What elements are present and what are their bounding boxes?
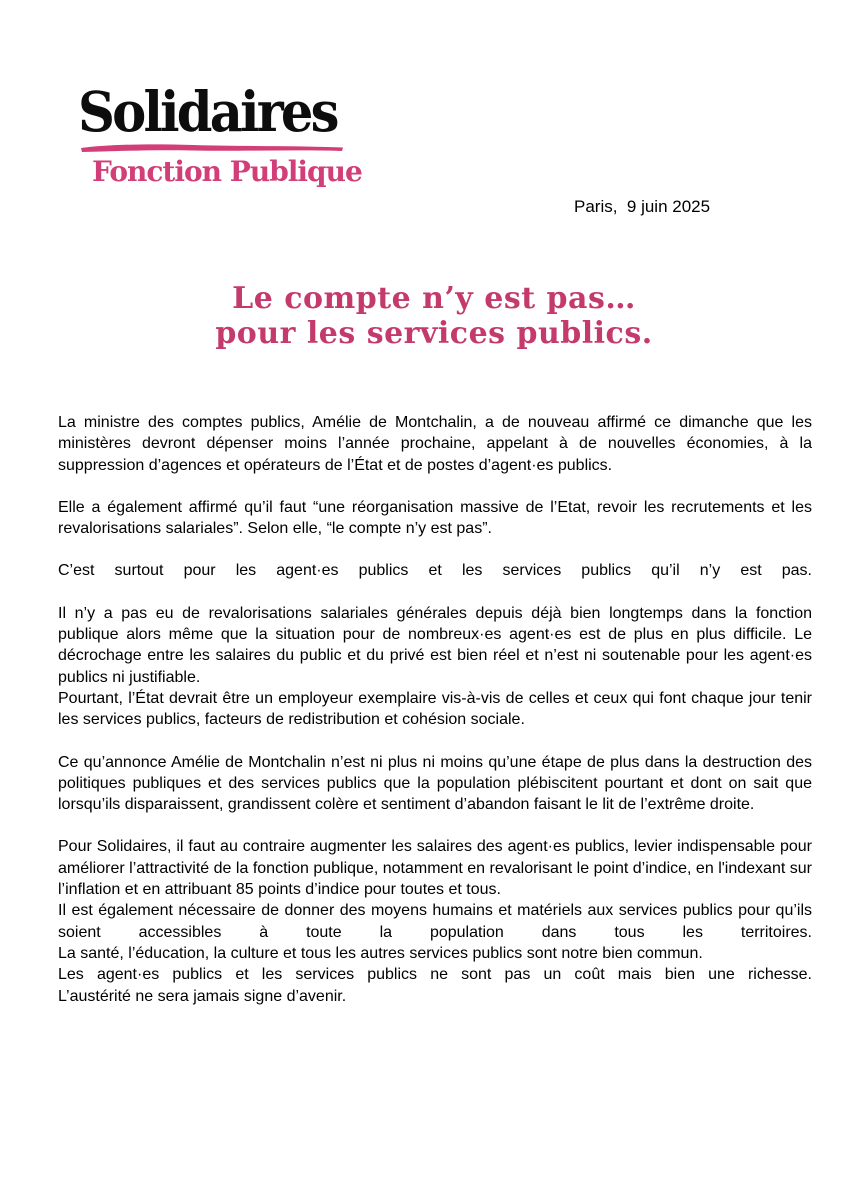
text-segment: La ministre des comptes publics, Amélie de Montchalin, a de nouveau affirmé ce dimanche que les ministères devront dépenser moins l’année prochaine, appelant à de nouvelles économies, à la suppression d’agences et opérateurs de l’État et de postes d’agent·es publics. xyxy=(58,414,812,474)
paragraph xyxy=(58,836,812,1006)
dateline: Paris, 9 juin 2025 xyxy=(574,197,711,216)
text-segment: Elle a également affirmé qu’il faut “une réorganisation massive de l’Etat, revoir les recrutements et les revalorisations salariales”. Selon elle, “le compte n’y est pas”. xyxy=(58,498,812,538)
text-segment: La santé, l’éducation, la culture et tous les autres services publics sont notre bien commun. xyxy=(58,944,703,962)
text-segment: Pourtant, l’État devrait être un employeur exemplaire vis-à-vis de celles et ceux qui font chaque jour tenir les services publics, facteurs de redistribution et cohésion sociale. xyxy=(58,689,812,729)
text-segment: Il n’y a pas eu de revalorisations salariales générales depuis déjà bien longtemps dans la fonction publique alors même que la situation pour de nombreux·es agent·es est de plus en plus difficile. Le décrochage entre les salaires du public et du privé est bien réel et n’est ni soutenable pour les agent·es publics ni justifiable. xyxy=(58,604,812,686)
solidaires-logo xyxy=(78,79,378,188)
text-segment: Pour Solidaires, il faut au contraire augmenter les salaires des agent·es publics, levier indispensable pour améliorer l’attractivité de la fonction publique, notamment en revalorisant le point d’indice, en l'indexant sur l’inflation et en attribuant 85 points d’indice pour toutes et tous. xyxy=(58,838,812,899)
text-segment: L’austérité ne sera jamais signe d’avenir. xyxy=(58,987,347,1005)
paragraph xyxy=(58,603,812,731)
document-title xyxy=(0,281,868,351)
paragraph xyxy=(58,752,812,816)
paragraph xyxy=(58,497,812,540)
text-segment: Ce qu’annonce Amélie de Montchalin n’est ni plus ni moins qu’une étape de plus dans la destruction des politiques publiques et des services publics que la population plébiscitent pourtant et dont on sait que lorsqu’ils disparaissent, grandissent colère et sentiment d’abandon faisant le lit de l’extrême droite. xyxy=(58,753,812,814)
text-segment: C’est surtout pour les agent·es publics et les services publics qu’il n’y est pas. xyxy=(58,562,812,580)
logo-subtitle: Fonction Publique xyxy=(92,155,362,188)
text-segment: Les agent·es publics et les services publics ne sont pas un coût mais bien une richesse. xyxy=(58,966,812,984)
paragraph xyxy=(58,560,812,581)
title-line-2: pour les services publics. xyxy=(215,316,653,351)
title-line-1: Le compte n’y est pas… xyxy=(232,281,636,316)
paragraph xyxy=(58,412,812,476)
text-segment: Il est également nécessaire de donner des moyens humains et matériels aux services publics pour qu’ils soient accessibles à toute la population dans tous les territoires. xyxy=(58,902,812,941)
logo-wordmark: Solidaires xyxy=(78,79,337,144)
document-body xyxy=(58,412,812,1007)
